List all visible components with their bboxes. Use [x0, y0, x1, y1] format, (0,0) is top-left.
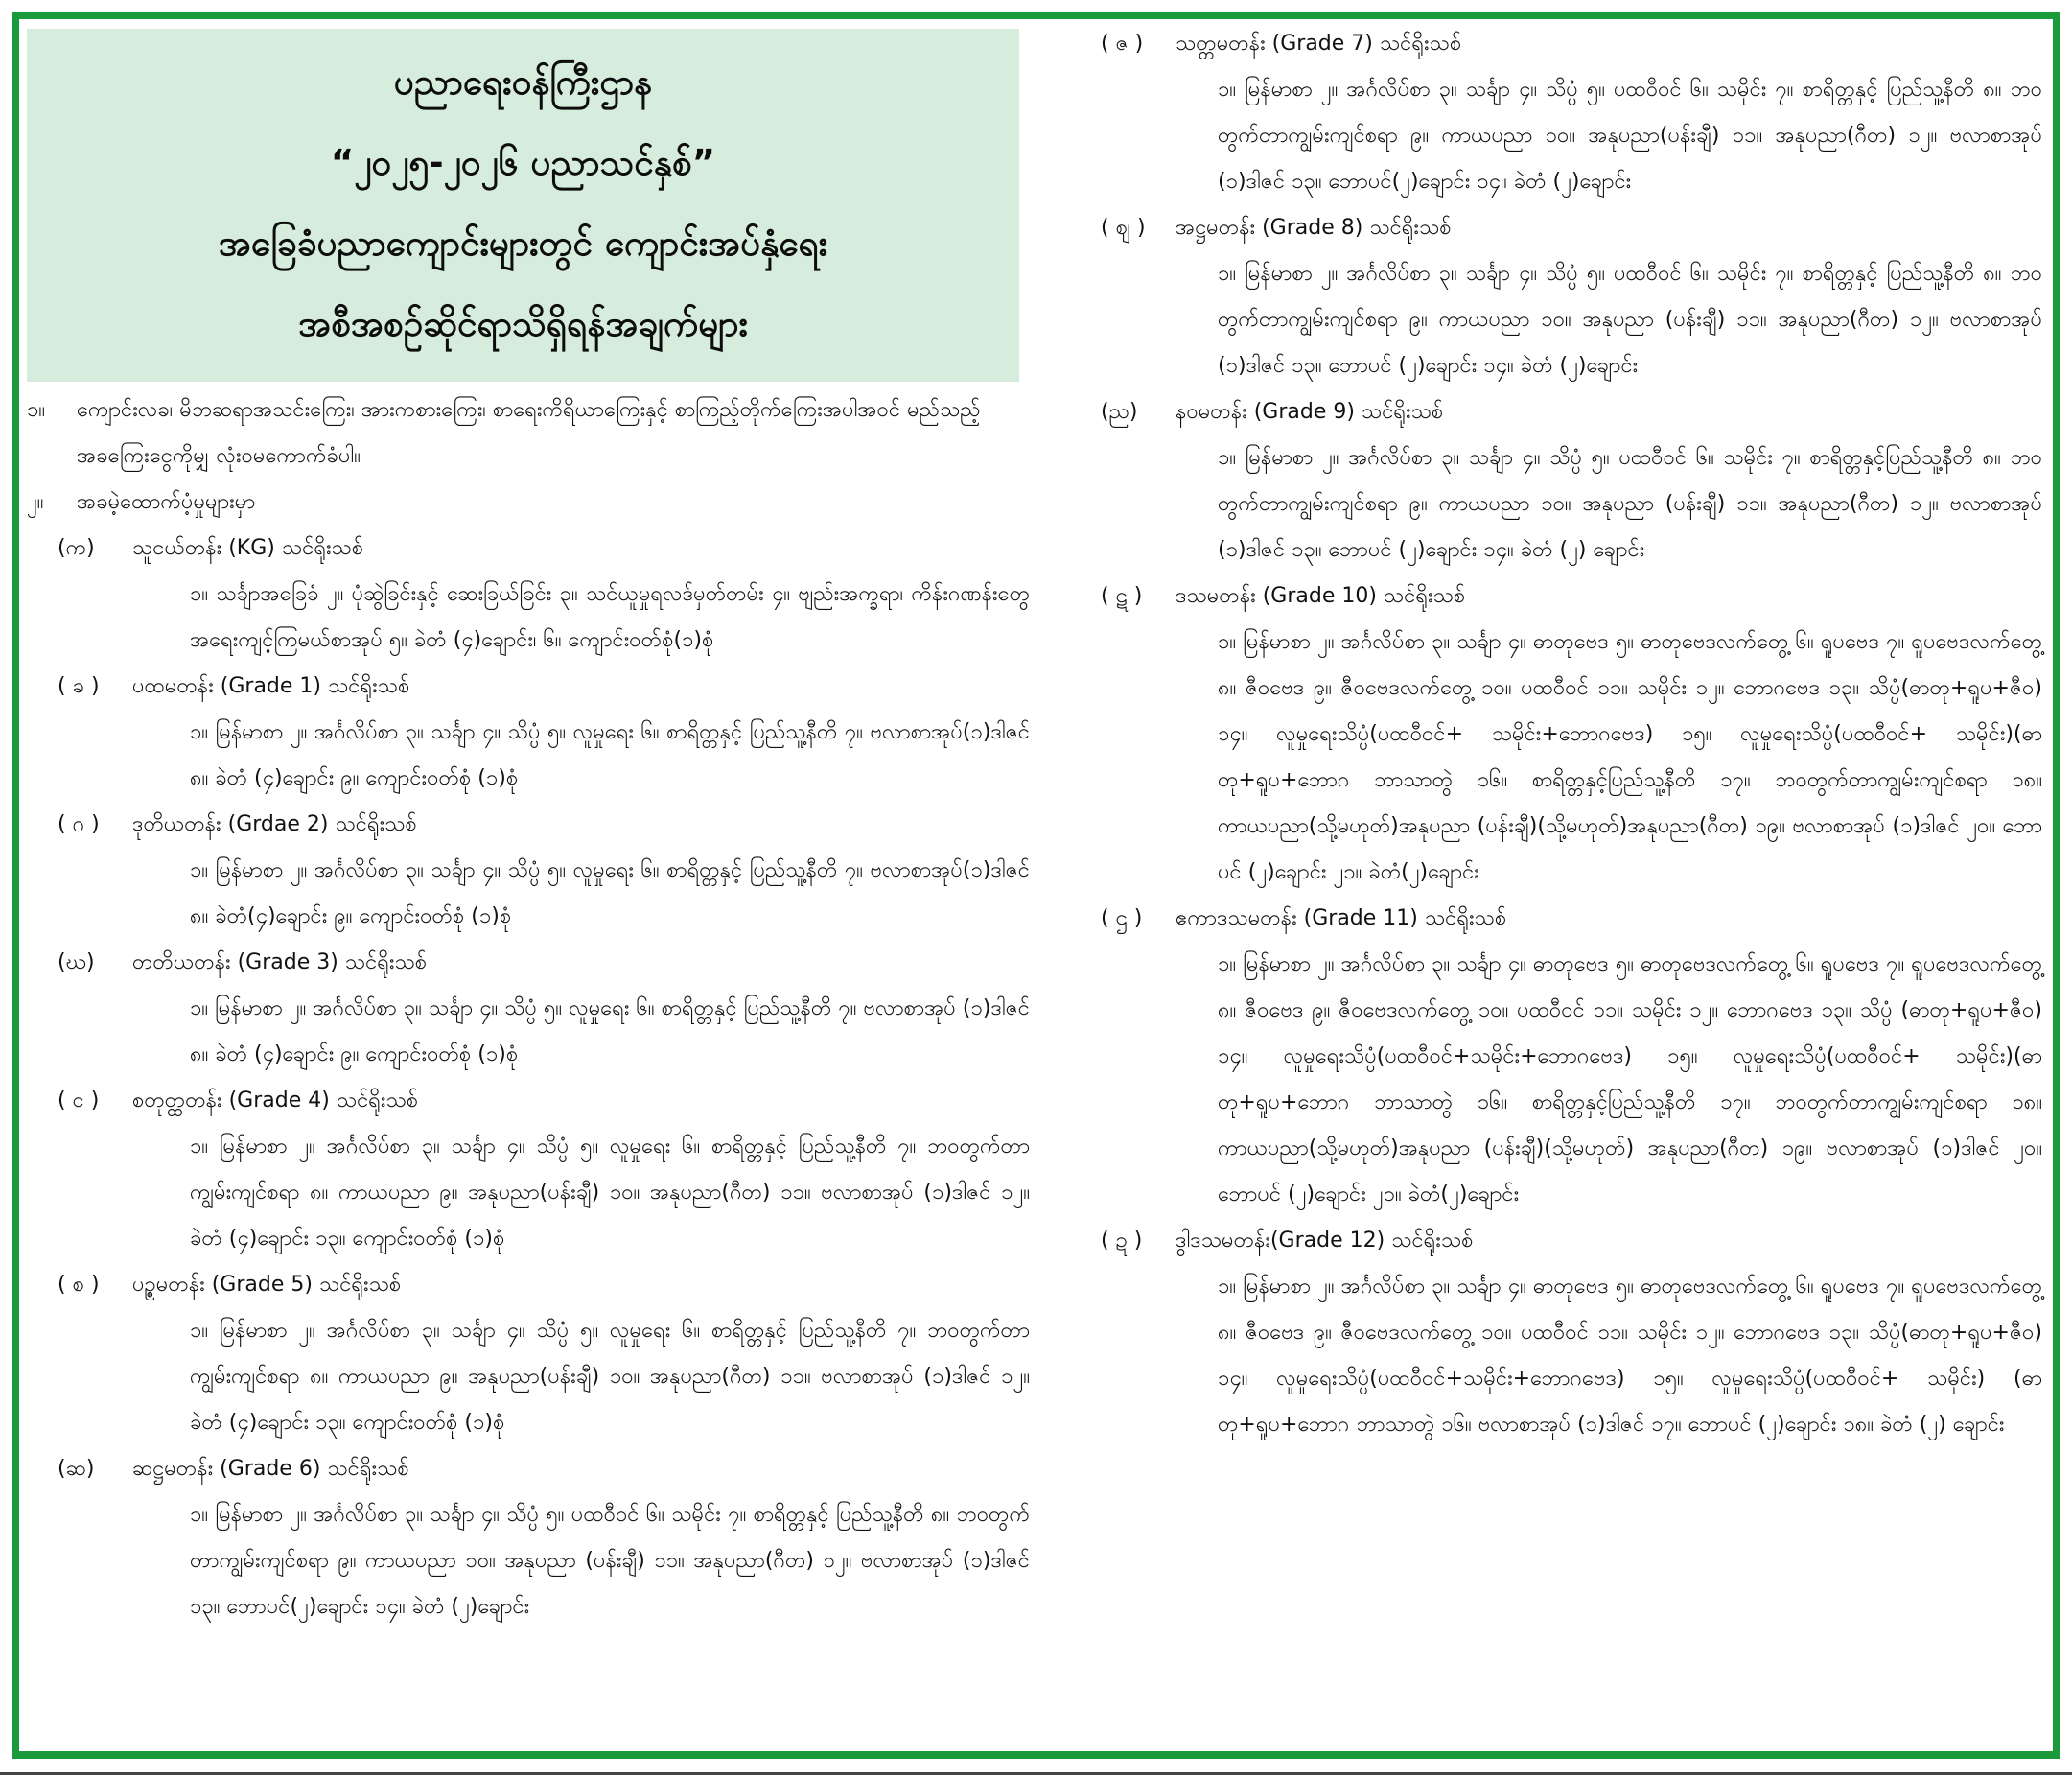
grade-section-heading: [1093, 389, 2042, 435]
grade-section-letter: (က): [58, 536, 95, 560]
right-column: [1093, 21, 2042, 1448]
grade-section-heading: [19, 940, 1036, 986]
title-ministry: ပညာရေးဝန်ကြီးဌာန: [393, 61, 653, 103]
grade-section: [19, 664, 1036, 802]
grade-section-items: ၁။ မြန်မာစာ ၂။ အင်္ဂလိပ်စာ ၃။ သင်္ချာ ၄။ သိပ္ပံ ၅။ လူမှုရေး ၆။ စာရိတ္တနှင့် ပြည်သူ့နီတိ ၇။ ဘဝတွက်တာကျွမ်းကျင်စရာ ၈။ ကာယပညာ ၉။ အနုပညာ(ပန်းချီ) ၁၀။ အနုပညာ(ဂီတ) ၁၁။ ဗလာစာအုပ် (၁)ဒါဇင် ၁၂။ ခဲတံ (၄)ချောင်း ၁၃။ ကျောင်းဝတ်စုံ (၁)စုံ: [190, 1319, 1030, 1435]
grade-section-heading: [1093, 21, 2042, 67]
grade-section: [1093, 896, 2042, 1218]
grade-section-letter: (ဃ): [58, 950, 95, 974]
grade-section-title: ဧကာဒသမတန်း (Grade 11) သင်ရိုးသစ်: [1176, 906, 1507, 930]
grade-section-items: ၁။ မြန်မာစာ ၂။ အင်္ဂလိပ်စာ ၃။ သင်္ချာ ၄။ သိပ္ပံ ၅။ ပထဝီဝင် ၆။ သမိုင်း ၇။ စာရိတ္တနှင့် ပြည်သူ့နီတိ ၈။ ဘဝတွက်တာကျွမ်းကျင်စရာ ၉။ ကာယပညာ ၁၀။ အနုပညာ(ပန်းချီ) ၁၁။ အနုပညာ(ဂီတ) ၁၂။ ဗလာစာအုပ် (၁)ဒါဇင် ၁၃။ ဘောပင်(၂)ချောင်း ၁၄။ ခဲတံ (၂)ချောင်း: [1218, 78, 2042, 194]
grade-section: [1093, 574, 2042, 896]
grade-section-title: တတိယတန်း (Grade 3) သင်ရိုးသစ်: [132, 950, 428, 974]
grade-section: [19, 1262, 1036, 1446]
title-notice: အစီအစဉ်ဆိုင်ရာသိရှိရန်အချက်များ: [298, 303, 748, 344]
grade-section-letter: ( ဍ ): [1101, 1229, 1143, 1253]
grade-section-items: ၁။ မြန်မာစာ ၂။ အင်္ဂလိပ်စာ ၃။ သင်္ချာ ၄။ သိပ္ပံ ၅။ လူမှုရေး ၆။ စာရိတ္တနှင့် ပြည်သူ့နီတိ ၇။ ဘဝတွက်တာကျွမ်းကျင်စရာ ၈။ ကာယပညာ ၉။ အနုပညာ(ပန်းချီ) ၁၀။ အနုပညာ(ဂီတ) ၁၁။ ဗလာစာအုပ် (၁)ဒါဇင် ၁၂။ ခဲတံ (၄)ချောင်း ၁၃။ ကျောင်းဝတ်စုံ (၁)စုံ: [190, 1135, 1030, 1251]
grade-section-heading: [1093, 1218, 2042, 1264]
grade-section: [19, 940, 1036, 1078]
grade-section: [1093, 205, 2042, 389]
grade-section-title: ဒွါဒသမတန်း(Grade 12) သင်ရိုးသစ်: [1176, 1229, 1474, 1253]
grade-section: [19, 1078, 1036, 1262]
grade-section-title: အဋ္ဌမတန်း (Grade 8) သင်ရိုးသစ်: [1176, 216, 1452, 240]
intro-item-number: ၂။: [27, 490, 44, 514]
grade-section: [19, 526, 1036, 664]
bottom-rule: [0, 1772, 2072, 1775]
grade-section-items: ၁။ မြန်မာစာ ၂။ အင်္ဂလိပ်စာ ၃။ သင်္ချာ ၄။ ဓာတုဗေဒ ၅။ ဓာတုဗေဒလက်တွေ့ ၆။ ရူပဗေဒ ၇။ ရူပဗေဒလက်တွေ့ ၈။ ဇီဝဗေဒ ၉။ ဇီဝဗေဒလက်တွေ့ ၁၀။ ပထဝီဝင် ၁၁။ သမိုင်း ၁၂။ ဘောဂဗေဒ ၁၃။ သိပ္ပံ(ဓာတု+ရူပ+ဇီဝ) ၁၄။ လူမှုရေးသိပ္ပံ(ပထဝီဝင်+သမိုင်း+ဘောဂဗေဒ) ၁၅။ လူမှုရေးသိပ္ပံ(ပထဝီဝင်+ သမိုင်း) (ဓာတု+ရူပ+ဘောဂ ဘာသာတွဲ ၁၆။ ဗလာစာအုပ် (၁)ဒါဇင် ၁၇။ ဘောပင် (၂)ချောင်း ၁၈။ ခဲတံ (၂) ချောင်း: [1218, 1275, 2042, 1437]
intro-item-support: [19, 480, 1036, 526]
grade-section-heading: [19, 1262, 1036, 1308]
grade-section-title: သတ္တမတန်း (Grade 7) သင်ရိုးသစ်: [1176, 32, 1462, 56]
grade-section-items: ၁။ မြန်မာစာ ၂။ အင်္ဂလိပ်စာ ၃။ သင်္ချာ ၄။ သိပ္ပံ ၅။ လူမှုရေး ၆။ စာရိတ္တနှင့် ပြည်သူ့နီတိ ၇။ ဗလာစာအုပ်(၁)ဒါဇင် ၈။ ခဲတံ (၄)ချောင်း ၉။ ကျောင်းဝတ်စုံ (၁)စုံ: [190, 720, 1030, 790]
grade-section-title: ဒုတိယတန်း (Grdae 2) သင်ရိုးသစ်: [132, 812, 417, 836]
intro-list: [19, 387, 1036, 526]
grade-section-heading: [1093, 205, 2042, 251]
grade-section-items: ၁။ မြန်မာစာ ၂။ အင်္ဂလိပ်စာ ၃။ သင်္ချာ ၄။ သိပ္ပံ ၅။ လူမှုရေး ၆။ စာရိတ္တနှင့် ပြည်သူ့နီတိ ၇။ ဗလာစာအုပ်(၁)ဒါဇင် ၈။ ခဲတံ(၄)ချောင်း ၉။ ကျောင်းဝတ်စုံ (၁)စုံ: [190, 858, 1030, 928]
intro-item-fees: [19, 387, 1036, 480]
grade-section: [1093, 21, 2042, 205]
grade-section-letter: ( ဇ ): [1101, 32, 1144, 56]
grade-section-title: ဆဋ္ဌမတန်း (Grade 6) သင်ရိုးသစ်: [132, 1457, 409, 1481]
grade-section-letter: ( ဂ ): [58, 812, 100, 836]
grade-section: [19, 802, 1036, 940]
grade-section: [19, 1446, 1036, 1630]
grade-section-heading: [1093, 896, 2042, 942]
grade-section-heading: [19, 1078, 1036, 1124]
grade-section-items: ၁။ မြန်မာစာ ၂။ အင်္ဂလိပ်စာ ၃။ သင်္ချာ ၄။ သိပ္ပံ ၅။ ပထဝီဝင် ၆။ သမိုင်း ၇။ စာရိတ္တနှင့် ပြည်သူ့နီတိ ၈။ ဘဝတွက်တာကျွမ်းကျင်စရာ ၉။ ကာယပညာ ၁၀။ အနုပညာ (ပန်းချီ) ၁၁။ အနုပညာ(ဂီတ) ၁၂။ ဗလာစာအုပ် (၁)ဒါဇင် ၁၃။ ဘောပင် (၂)ချောင်း ၁၄။ ခဲတံ (၂)ချောင်း: [1218, 262, 2042, 378]
intro-item-text: အခမဲ့ထောက်ပံ့မှုများမှာ: [77, 490, 256, 514]
grade-section-items: ၁။ မြန်မာစာ ၂။ အင်္ဂလိပ်စာ ၃။ သင်္ချာ ၄။ ဓာတုဗေဒ ၅။ ဓာတုဗေဒလက်တွေ့ ၆။ ရူပဗေဒ ၇။ ရူပဗေဒလက်တွေ့ ၈။ ဇီဝဗေဒ ၉။ ဇီဝဗေဒလက်တွေ့ ၁၀။ ပထဝီဝင် ၁၁။ သမိုင်း ၁၂။ ဘောဂဗေဒ ၁၃။ သိပ္ပံ(ဓာတု+ရူပ+ဇီဝ) ၁၄။ လူမှုရေးသိပ္ပံ(ပထဝီဝင်+ သမိုင်း+ဘောဂဗေဒ) ၁၅။ လူမှုရေးသိပ္ပံ(ပထဝီဝင်+ သမိုင်း)(ဓာတု+ရူပ+ဘောဂ ဘာသာတွဲ ၁၆။ စာရိတ္တနှင့်ပြည်သူ့နီတိ ၁၇။ ဘဝတွက်တာကျွမ်းကျင်စရာ ၁၈။ ကာယပညာ(သို့မဟုတ်)အနုပညာ (ပန်းချီ)(သို့မဟုတ်)အနုပညာ(ဂီတ) ၁၉။ ဗလာစာအုပ် (၁)ဒါဇင် ၂၀။ ဘောပင် (၂)ချောင်း ၂၁။ ခဲတံ(၂)ချောင်း: [1218, 630, 2042, 884]
grade-section-title: နဝမတန်း (Grade 9) သင်ရိုးသစ်: [1176, 400, 1444, 424]
grade-section-heading: [19, 526, 1036, 572]
grade-section-title: ပထမတန်း (Grade 1) သင်ရိုးသစ်: [132, 674, 410, 698]
grade-section-items: ၁။ မြန်မာစာ ၂။ အင်္ဂလိပ်စာ ၃။ သင်္ချာ ၄။ သိပ္ပံ ၅။ ပထဝီဝင် ၆။ သမိုင်း ၇။ စာရိတ္တနှင့် ပြည်သူ့နီတိ ၈။ ဘဝတွက်တာကျွမ်းကျင်စရာ ၉။ ကာယပညာ ၁၀။ အနုပညာ (ပန်းချီ) ၁၁။ အနုပညာ(ဂီတ) ၁၂။ ဗလာစာအုပ် (၁)ဒါဇင် ၁၃။ ဘောပင်(၂)ချောင်း ၁၄။ ခဲတံ (၂)ချောင်း: [190, 1503, 1030, 1619]
grade-section-heading: [19, 802, 1036, 848]
title-enrollment: အခြေခံပညာကျောင်းများတွင် ကျောင်းအပ်နှံရေး: [218, 222, 828, 264]
title-academic-year: “၂၀၂၅-၂၀၂၆ ပညာသင်နှစ်”: [330, 142, 716, 183]
grade-section-heading: [1093, 574, 2042, 620]
grade-section-letter: ( ဈ ): [1101, 216, 1146, 240]
grade-section: [1093, 389, 2042, 574]
grade-section-letter: ( င ): [58, 1089, 100, 1112]
grade-section-title: ပဉ္စမတန်း (Grade 5) သင်ရိုးသစ်: [132, 1273, 402, 1297]
grade-section-letter: ( စ ): [58, 1273, 100, 1297]
left-column: [19, 17, 1036, 1630]
grade-section-title: သူငယ်တန်း (KG) သင်ရိုးသစ်: [132, 536, 364, 560]
grade-section-letter: (ည): [1101, 400, 1138, 424]
grade-section-letter: (ဆ): [58, 1457, 95, 1481]
grade-section-items: ၁။ မြန်မာစာ ၂။ အင်္ဂလိပ်စာ ၃။ သင်္ချာ ၄။ သိပ္ပံ ၅။ ပထဝီဝင် ၆။ သမိုင်း ၇။ စာရိတ္တနှင့်ပြည်သူ့နီတိ ၈။ ဘဝတွက်တာကျွမ်းကျင်စရာ ၉။ ကာယပညာ ၁၀။ အနုပညာ (ပန်းချီ) ၁၁။ အနုပညာ(ဂီတ) ၁၂။ ဗလာစာအုပ် (၁)ဒါဇင် ၁၃။ ဘောပင် (၂)ချောင်း ၁၄။ ခဲတံ (၂) ချောင်း: [1218, 446, 2042, 562]
grade-section-letter: ( ဋ ): [1101, 584, 1143, 608]
intro-item-number: ၁။: [27, 398, 46, 422]
grade-section-letter: ( ဌ ): [1101, 906, 1143, 930]
grade-section-title: ဒသမတန်း (Grade 10) သင်ရိုးသစ်: [1176, 584, 1466, 608]
intro-item-text: ကျောင်းလခ၊ မိဘဆရာအသင်းကြေး၊ အားကစားကြေး၊ စာရေးကိရိယာကြေးနှင့် စာကြည့်တိုက်ကြေးအပါအဝင် မည်သည့်အခကြေးငွေကိုမျှ လုံးဝမကောက်ခံပါ။: [77, 398, 981, 468]
grade-section-items: ၁။ မြန်မာစာ ၂။ အင်္ဂလိပ်စာ ၃။ သင်္ချာ ၄။ သိပ္ပံ ၅။ လူမှုရေး ၆။ စာရိတ္တနှင့် ပြည်သူ့နီတိ ၇။ ဗလာစာအုပ် (၁)ဒါဇင် ၈။ ခဲတံ (၄)ချောင်း ၉။ ကျောင်းဝတ်စုံ (၁)စုံ: [190, 996, 1030, 1066]
grade-section-items: ၁။ မြန်မာစာ ၂။ အင်္ဂလိပ်စာ ၃။ သင်္ချာ ၄။ ဓာတုဗေဒ ၅။ ဓာတုဗေဒလက်တွေ့ ၆။ ရူပဗေဒ ၇။ ရူပဗေဒလက်တွေ့ ၈။ ဇီဝဗေဒ ၉။ ဇီဝဗေဒလက်တွေ့ ၁၀။ ပထဝီဝင် ၁၁။ သမိုင်း ၁၂။ ဘောဂဗေဒ ၁၃။ သိပ္ပံ (ဓာတု+ရူပ+ဇီဝ) ၁၄။ လူမှုရေးသိပ္ပံ(ပထဝီဝင်+သမိုင်း+ဘောဂဗေဒ) ၁၅။ လူမှုရေးသိပ္ပံ(ပထဝီဝင်+ သမိုင်း)(ဓာတု+ရူပ+ဘောဂ ဘာသာတွဲ ၁၆။ စာရိတ္တနှင့်ပြည်သူ့နီတိ ၁၇။ ဘဝတွက်တာကျွမ်းကျင်စရာ ၁၈။ ကာယပညာ(သို့မဟုတ်)အနုပညာ (ပန်းချီ)(သို့မဟုတ်) အနုပညာ(ဂီတ) ၁၉။ ဗလာစာအုပ် (၁)ဒါဇင် ၂၀။ ဘောပင် (၂)ချောင်း ၂၁။ ခဲတံ(၂)ချောင်း: [1218, 952, 2042, 1206]
left-grade-sections: [19, 526, 1036, 1630]
grade-section-items: ၁။ သင်္ချာအခြေခံ ၂။ ပုံဆွဲခြင်းနှင့် ဆေးခြယ်ခြင်း ၃။ သင်ယူမှုရလဒ်မှတ်တမ်း ၄။ ဗျည်းအက္ခရာ၊ ကိန်းဂဏန်းတွေအရေးကျင့်ကြမယ်စာအုပ် ၅။ ခဲတံ (၄)ချောင်း၊ ၆။ ကျောင်းဝတ်စုံ(၁)စုံ: [190, 582, 1030, 652]
grade-section-heading: [19, 664, 1036, 710]
grade-section-heading: [19, 1446, 1036, 1492]
title-box: [27, 29, 1019, 382]
grade-section-title: စတုတ္ထတန်း (Grade 4) သင်ရိုးသစ်: [132, 1089, 419, 1112]
grade-section-letter: ( ခ ): [58, 674, 100, 698]
grade-section: [1093, 1218, 2042, 1448]
right-grade-sections: [1093, 21, 2042, 1448]
